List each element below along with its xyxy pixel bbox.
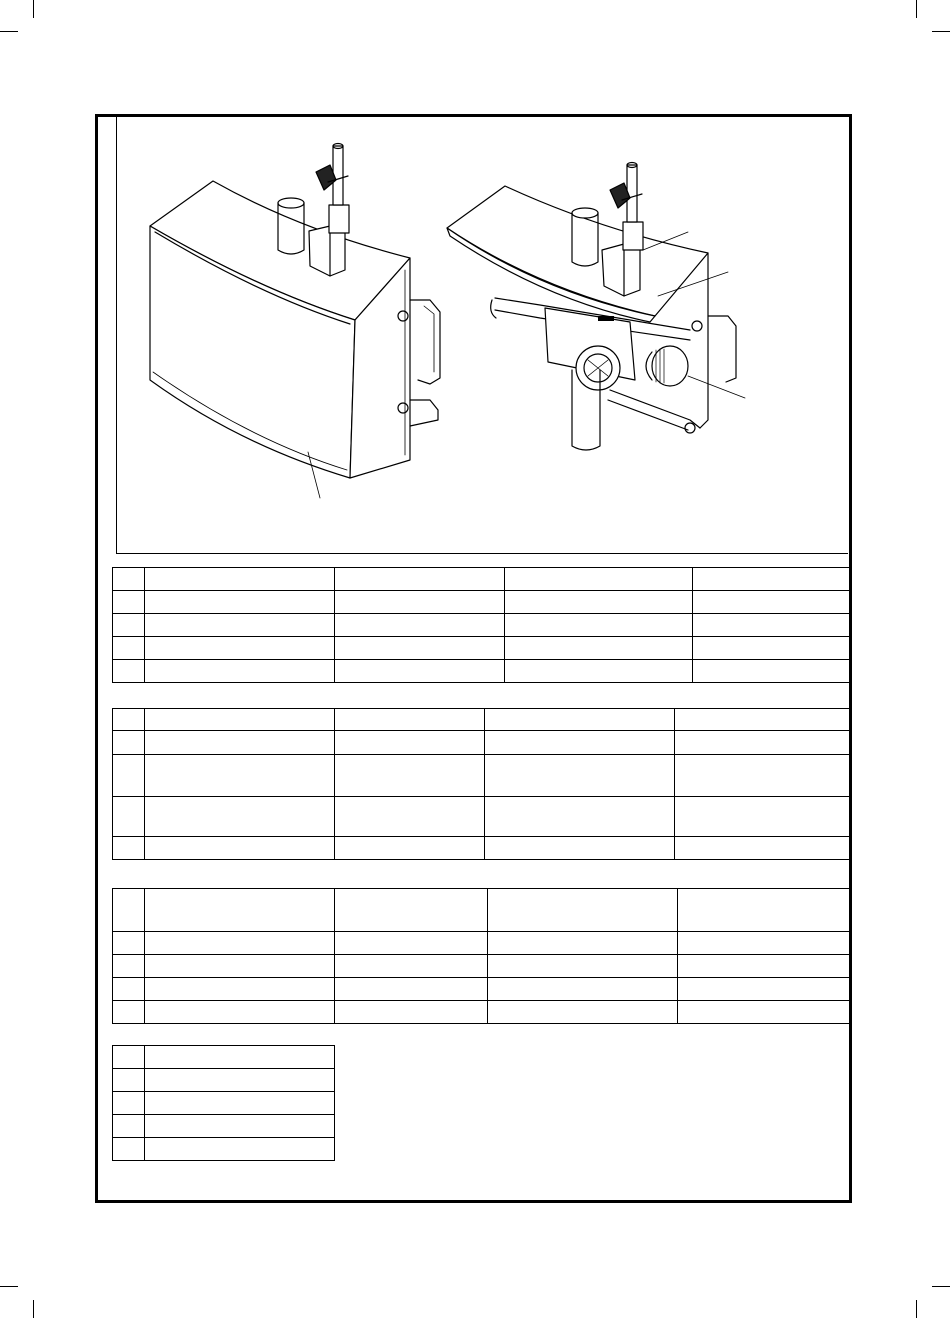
table-cell: [145, 978, 335, 1001]
table-cell: [145, 1046, 335, 1069]
table-row: [113, 1069, 335, 1092]
table-cell: [145, 637, 335, 660]
table-cell: [678, 955, 849, 978]
heater-illustration: [116, 116, 847, 553]
table-cell: [678, 889, 849, 932]
table-cell: [113, 1115, 145, 1138]
crop-mark-top-right-h: [932, 31, 950, 32]
table-cell: [145, 1138, 335, 1161]
table-cell: [675, 797, 849, 837]
table-cell: [693, 614, 849, 637]
table-row: [113, 591, 849, 614]
table-cell: [145, 797, 335, 837]
table-cell: [113, 1001, 145, 1024]
table-cell: [113, 889, 145, 932]
table-row: [113, 568, 849, 591]
table-cell: [505, 660, 693, 683]
table-cell: [113, 614, 145, 637]
table-cell: [678, 1001, 849, 1024]
table-cell: [678, 978, 849, 1001]
table-row: [113, 1092, 335, 1115]
table-cell: [505, 637, 693, 660]
table-cell: [678, 932, 849, 955]
table-cell: [113, 797, 145, 837]
table-cell: [335, 1001, 488, 1024]
table-cell: [693, 568, 849, 591]
table-cell: [113, 1092, 145, 1115]
table-cell: [335, 731, 485, 755]
table-row: [113, 1046, 335, 1069]
table-cell: [113, 837, 145, 860]
crop-mark-bottom-right-h: [932, 1286, 950, 1287]
table-cell: [485, 797, 675, 837]
table-row: [113, 1001, 849, 1024]
table-cell: [488, 978, 678, 1001]
table-cell: [145, 1069, 335, 1092]
table-cell: [145, 1001, 335, 1024]
table-cell: [488, 1001, 678, 1024]
crop-mark-bottom-left-v: [33, 1300, 34, 1318]
table-cell: [488, 955, 678, 978]
table-row: [113, 755, 849, 797]
table-cell: [335, 709, 485, 731]
crop-mark-top-right-v: [916, 0, 917, 18]
table-cell: [145, 591, 335, 614]
table-cell: [485, 837, 675, 860]
table-cell: [335, 591, 505, 614]
table-cell: [113, 955, 145, 978]
table-cell: [335, 889, 488, 932]
table-cell: [335, 978, 488, 1001]
table-cell: [675, 755, 849, 797]
table-cell: [485, 755, 675, 797]
crop-mark-bottom-left-h: [0, 1286, 18, 1287]
table-cell: [505, 591, 693, 614]
table-cell: [113, 978, 145, 1001]
table-cell: [113, 1046, 145, 1069]
table-cell: [693, 591, 849, 614]
table-2: [112, 708, 849, 860]
table-cell: [693, 660, 849, 683]
table-cell: [145, 614, 335, 637]
table-cell: [675, 731, 849, 755]
table-cell: [145, 660, 335, 683]
table-row: [113, 614, 849, 637]
crop-mark-top-left-h: [0, 31, 18, 32]
table-cell: [113, 755, 145, 797]
table-cell: [145, 1115, 335, 1138]
table-row: [113, 837, 849, 860]
table-4: [112, 1045, 335, 1161]
table-cell: [113, 731, 145, 755]
crop-mark-top-left-v: [33, 0, 34, 18]
table-row: [113, 978, 849, 1001]
table-cell: [145, 568, 335, 591]
table-cell: [485, 709, 675, 731]
table-cell: [335, 797, 485, 837]
table-cell: [113, 932, 145, 955]
right-heater-unit: [447, 163, 745, 451]
table-cell: [113, 660, 145, 683]
table-cell: [145, 755, 335, 797]
table-cell: [145, 932, 335, 955]
table-cell: [335, 837, 485, 860]
table-cell: [335, 955, 488, 978]
table-cell: [113, 1138, 145, 1161]
table-3: [112, 888, 849, 1024]
table-row: [113, 709, 849, 731]
table-cell: [145, 889, 335, 932]
table-cell: [335, 932, 488, 955]
table-row: [113, 932, 849, 955]
crop-mark-bottom-right-v: [916, 1300, 917, 1318]
table-cell: [335, 755, 485, 797]
table-cell: [335, 637, 505, 660]
table-row: [113, 1115, 335, 1138]
table-cell: [145, 731, 335, 755]
table-row: [113, 637, 849, 660]
table-cell: [335, 568, 505, 591]
table-cell: [335, 660, 505, 683]
table-cell: [113, 637, 145, 660]
table-cell: [335, 614, 505, 637]
table-cell: [113, 591, 145, 614]
table-cell: [505, 614, 693, 637]
table-cell: [145, 837, 335, 860]
table-cell: [113, 709, 145, 731]
table-cell: [145, 955, 335, 978]
table-cell: [488, 932, 678, 955]
left-heater-unit: [150, 144, 440, 499]
table-row: [113, 660, 849, 683]
table-row: [113, 1138, 335, 1161]
table-row: [113, 889, 849, 932]
table-cell: [485, 731, 675, 755]
table-row: [113, 731, 849, 755]
table-cell: [488, 889, 678, 932]
table-1: [112, 567, 849, 683]
table-row: [113, 955, 849, 978]
table-cell: [693, 637, 849, 660]
table-cell: [505, 568, 693, 591]
table-cell: [145, 1092, 335, 1115]
table-cell: [675, 709, 849, 731]
table-cell: [675, 837, 849, 860]
table-row: [113, 797, 849, 837]
table-cell: [113, 1069, 145, 1092]
table-cell: [113, 568, 145, 591]
table-cell: [145, 709, 335, 731]
